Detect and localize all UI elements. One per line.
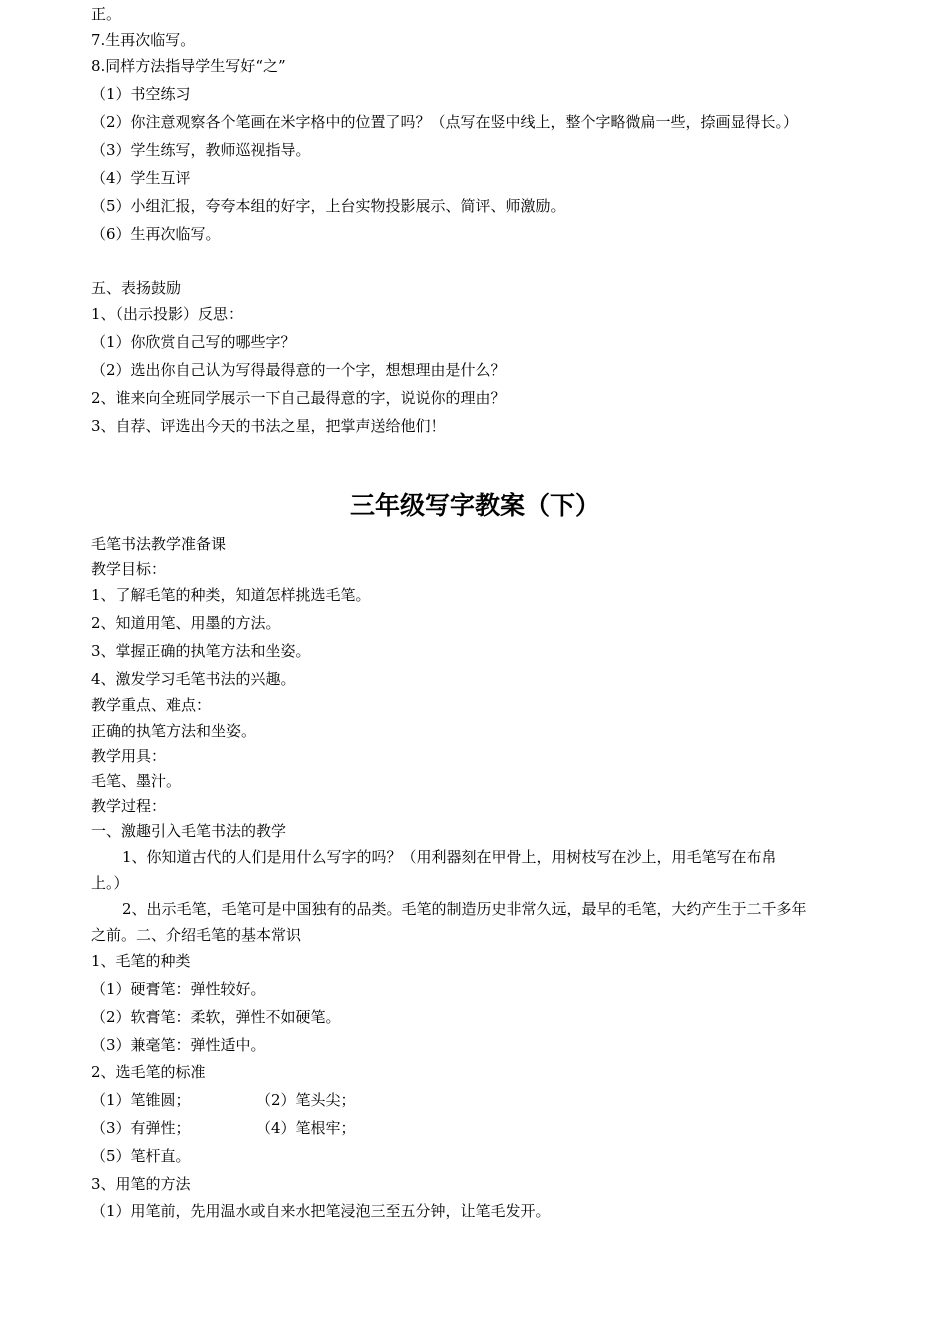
text-line: 教学目标： (91, 560, 167, 578)
text-line: 上。） (91, 874, 129, 892)
text-line: （3）兼毫笔：弹性适中。 (91, 1036, 266, 1054)
text-line: 4、激发学习毛笔书法的兴趣。 (91, 670, 296, 688)
text-line: （3）学生练写，教师巡视指导。 (91, 141, 311, 159)
text-line: 毛笔书法教学准备课 (91, 535, 227, 553)
criteria-item: （2）笔头尖； (256, 1091, 356, 1109)
lesson-title: 三年级写字教案（下） (349, 491, 600, 520)
text-line: （1）硬膏笔：弹性较好。 (91, 980, 266, 998)
text-line: （1）书空练习 (91, 85, 191, 103)
section-heading: 五、表扬鼓励 (91, 279, 182, 297)
criteria-item: （4）笔根牢； (256, 1119, 356, 1137)
text-line: （1）你欣赏自己写的哪些字？ (91, 333, 296, 351)
text-line: （1）用笔前，先用温水或自来水把笔浸泡三至五分钟，让笔毛发开。 (91, 1202, 551, 1220)
text-line: （2）选出你自己认为写得最得意的一个字，想想理由是什么？ (91, 361, 506, 379)
text-line: 之前。二、介绍毛笔的基本常识 (91, 926, 302, 944)
text-line: 毛笔、墨汁。 (91, 772, 182, 790)
text-line: 3、用笔的方法 (91, 1175, 191, 1193)
text-line: 2、谁来向全班同学展示一下自己最得意的字，说说你的理由？ (91, 389, 506, 407)
text-line: 教学过程： (91, 797, 167, 815)
text-line: 2、知道用笔、用墨的方法。 (91, 614, 281, 632)
text-line: （2）软膏笔：柔软，弹性不如硬笔。 (91, 1008, 341, 1026)
criteria-item: （3）有弹性； (91, 1119, 191, 1137)
text-line: 1、你知道古代的人们是用什么写字的吗？（用利器刻在甲骨上，用树枝写在沙上，用毛笔写在布帛 (122, 848, 777, 866)
text-line: 教学重点、难点： (91, 696, 212, 714)
text-line: 2、选毛笔的标准 (91, 1063, 206, 1081)
text-line: 1、（出示投影）反思： (91, 305, 244, 323)
text-line: （2）你注意观察各个笔画在米字格中的位置了吗？（点写在竖中线上，整个字略微扁一些，捺画显得长。） (91, 113, 799, 131)
text-line: 一、激趣引入毛笔书法的教学 (91, 822, 287, 840)
text-line: 1、毛笔的种类 (91, 952, 191, 970)
text-line: 3、掌握正确的执笔方法和坐姿。 (91, 642, 311, 660)
text-line: （6）生再次临写。 (91, 225, 221, 243)
text-line: 教学用具： (91, 747, 167, 765)
criteria-item: （1）笔锥圆； (91, 1091, 191, 1109)
text-line: 2、出示毛笔，毛笔可是中国独有的品类。毛笔的制造历史非常久远，最早的毛笔，大约产生于二千多年 (122, 900, 807, 918)
text-line: 正。 (91, 5, 122, 23)
text-line: 3、自荐、评选出今天的书法之星，把掌声送给他们！ (91, 417, 446, 435)
text-line: 正确的执笔方法和坐姿。 (91, 722, 257, 740)
criteria-item: （5）笔杆直。 (91, 1147, 191, 1165)
text-line: 7.生再次临写。 (91, 31, 196, 49)
text-line: 8.同样方法指导学生写好“之” (91, 57, 286, 75)
text-line: 1、了解毛笔的种类，知道怎样挑选毛笔。 (91, 586, 371, 604)
text-line: （4）学生互评 (91, 169, 191, 187)
text-line: （5）小组汇报，夸夸本组的好字，上台实物投影展示、简评、师激励。 (91, 197, 566, 215)
